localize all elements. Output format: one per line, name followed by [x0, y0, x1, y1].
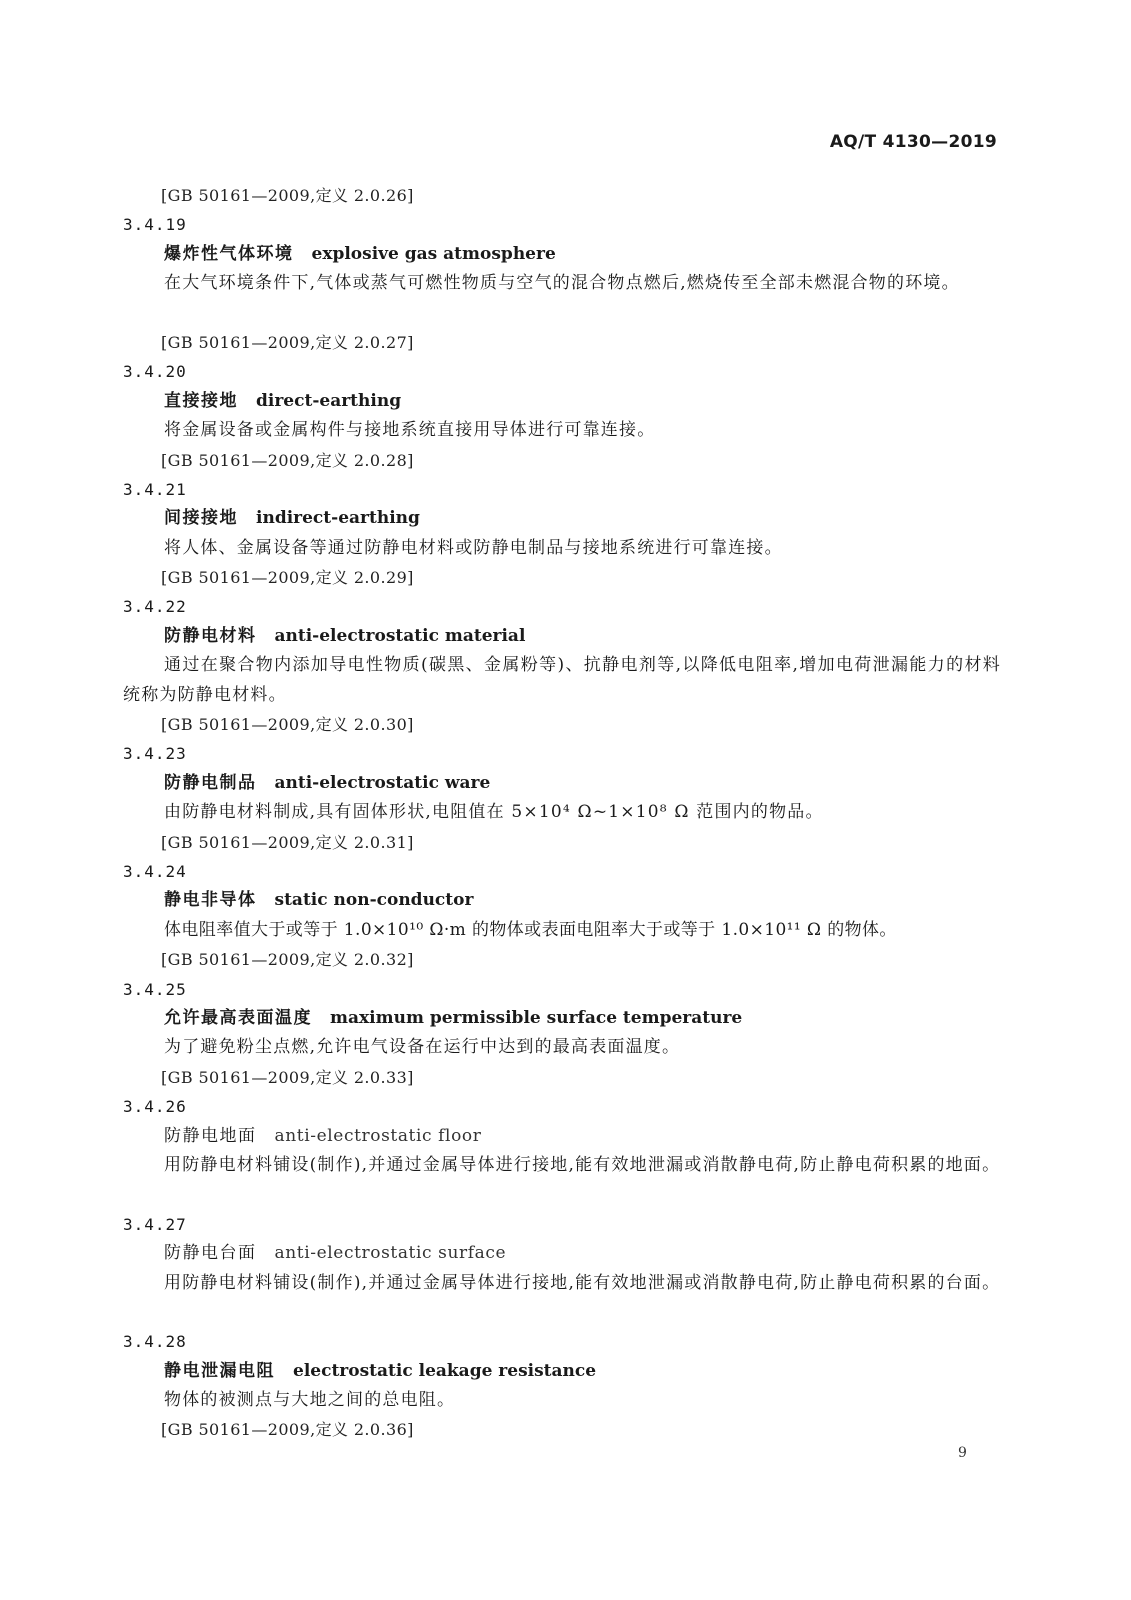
term-heading [123, 1239, 1001, 1268]
term-chinese: 爆炸性气体环境 [164, 243, 294, 264]
term-chinese: 静电泄漏电阻 [164, 1360, 275, 1381]
term-definitions-list [123, 181, 1001, 1445]
term-definition: 体电阻率值大于或等于 1.0×10¹⁰ Ω·m 的物体或表面电阻率大于或等于 1.0×10¹¹ Ω 的物体。 [164, 919, 897, 940]
term-chinese: 防静电制品 [164, 772, 257, 793]
term-english: anti-electrostatic floor [274, 1125, 482, 1146]
term-english: electrostatic leakage resistance [293, 1360, 597, 1381]
term-english: anti-electrostatic material [274, 625, 526, 646]
source-reference: [GB 50161—2009,定义 2.0.30] [161, 715, 414, 735]
term-chinese: 静电非导体 [164, 890, 257, 911]
clause-number: 3.4.24 [123, 862, 187, 882]
term-heading [123, 1122, 1001, 1151]
clause-number: 3.4.28 [123, 1332, 187, 1352]
source-reference: [GB 50161—2009,定义 2.0.28] [161, 450, 414, 470]
clause-number: 3.4.25 [123, 979, 187, 999]
clause-number: 3.4.20 [123, 362, 187, 382]
term-definition: 通过在聚合物内添加导电性物质(碳黑、金属粉等)、抗静电剂等,以降低电阻率,增加电荷泄漏能力的材料统称为防静电材料。 [123, 655, 1001, 705]
term-chinese: 防静电材料 [164, 625, 257, 646]
term-chinese: 防静电台面 [164, 1243, 257, 1264]
term-definition: 在大气环境条件下,气体或蒸气可燃性物质与空气的混合物点燃后,燃烧传至全部未燃混合物的环境。 [164, 273, 960, 294]
source-reference: [GB 50161—2009,定义 2.0.26] [161, 186, 414, 205]
term-english: explosive gas atmosphere [311, 243, 556, 264]
term-heading [123, 387, 1001, 416]
term-english: maximum permissible surface temperature [330, 1007, 743, 1028]
term-chinese: 直接接地 [164, 390, 238, 411]
term-heading [123, 1004, 1001, 1033]
clause-number: 3.4.26 [123, 1097, 187, 1117]
term-definition: 为了避免粉尘点燃,允许电气设备在运行中达到的最高表面温度。 [164, 1037, 681, 1058]
term-heading [123, 240, 1001, 269]
clause-number: 3.4.27 [123, 1214, 187, 1234]
term-heading [123, 622, 1001, 651]
term-chinese: 防静电地面 [164, 1125, 257, 1146]
clause-number: 3.4.19 [123, 215, 187, 235]
term-definition: 用防静电材料铺设(制作),并通过金属导体进行接地,能有效地泄漏或消散静电荷,防止静电荷积累的台面。 [164, 1272, 1001, 1293]
source-reference: [GB 50161—2009,定义 2.0.31] [161, 832, 414, 852]
term-english: static non-conductor [274, 890, 474, 911]
term-heading [123, 886, 1001, 915]
standard-code-header: AQ/T 4130—2019 [829, 132, 997, 152]
source-reference: [GB 50161—2009,定义 2.0.32] [161, 950, 414, 970]
term-heading [123, 504, 1001, 533]
term-english: anti-electrostatic ware [274, 772, 491, 793]
term-heading [123, 769, 1001, 798]
term-english: direct-earthing [256, 390, 402, 411]
clause-number: 3.4.23 [123, 744, 187, 764]
term-definition: 将金属设备或金属构件与接地系统直接用导体进行可靠连接。 [164, 420, 656, 441]
term-chinese: 允许最高表面温度 [164, 1007, 312, 1028]
term-definition: 用防静电材料铺设(制作),并通过金属导体进行接地,能有效地泄漏或消散静电荷,防止静电荷积累的地面。 [164, 1154, 1001, 1175]
clause-number: 3.4.21 [123, 479, 187, 499]
source-reference: [GB 50161—2009,定义 2.0.33] [161, 1067, 414, 1087]
term-english: anti-electrostatic surface [274, 1243, 507, 1264]
source-reference: [GB 50161—2009,定义 2.0.29] [161, 568, 414, 588]
source-reference: [GB 50161—2009,定义 2.0.36] [161, 1420, 414, 1440]
term-definition: 将人体、金属设备等通过防静电材料或防静电制品与接地系统进行可靠连接。 [164, 537, 783, 558]
term-definition: 物体的被测点与大地之间的总电阻。 [164, 1390, 456, 1411]
term-definition: 由防静电材料制成,具有固体形状,电阻值在 5×10⁴ Ω~1×10⁸ Ω 范围内的物品。 [164, 802, 824, 823]
clause-number: 3.4.22 [123, 597, 187, 617]
term-chinese: 间接接地 [164, 508, 238, 529]
term-heading [123, 1357, 1001, 1386]
source-reference: [GB 50161—2009,定义 2.0.27] [161, 332, 414, 352]
page-number: 9 [958, 1445, 967, 1461]
term-english: indirect-earthing [256, 508, 420, 529]
